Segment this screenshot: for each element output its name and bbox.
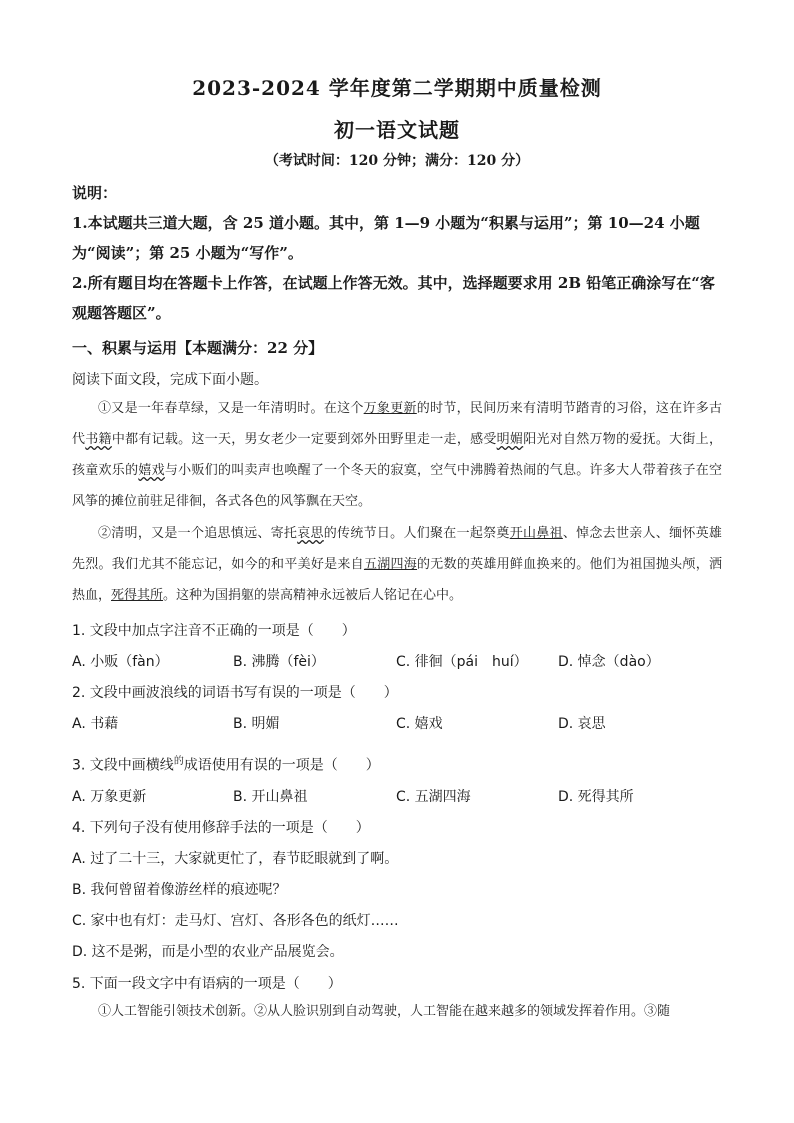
question-1-options xyxy=(72,651,722,671)
wavy-word: 哀思 xyxy=(297,526,324,541)
exam-subtitle: 初一语文试题 xyxy=(334,118,460,142)
wavy-word: 书籍 xyxy=(85,432,112,447)
wavy-word: 明媚 xyxy=(496,432,524,447)
option-d: D. 死得其所 xyxy=(558,789,634,805)
notes-item-2: 2.所有题目均在答题卡上作答，在试题上作答无效。其中，选择题要求用 2B 铅笔正确涂写在“客观题答题区”。 xyxy=(72,274,715,322)
exam-title: 2023-2024 学年度第二学期期中质量检测 xyxy=(192,76,602,100)
passage-paragraph-1: ①又是一年春草绿，又是一年清明时。在这个万象更新的时节，民间历来有清明节踏青的习俗，这在许多古代书籍中都有记载。这一天，男女老少一定要到郊外田野里走一走，感受明媚阳光对自然万物的爱抚。大街上，孩童欢乐的嬉戏与小贩们的叫卖声也唤醒了一个冬天的寂寞，空气中沸腾着热闹的气息。许多大人带着孩子在空风筝的摊位前驻足徘徊，各式各色的风筝飘在天空。 xyxy=(72,401,722,509)
option-b: B. 开山鼻祖 xyxy=(233,789,308,805)
question-1-stem: 1. 文段中加点字注音不正确的一项是（ ） xyxy=(72,623,356,639)
option-b: B. 我何曾留着像游丝样的痕迹呢？ xyxy=(72,882,287,898)
question-3-options xyxy=(72,786,722,806)
option-a: A. 书藉 xyxy=(72,716,119,732)
question-2-options xyxy=(72,713,722,733)
option-c: C. 五湖四海 xyxy=(396,789,471,805)
section-heading: 一、积累与运用【本题满分：22 分】 xyxy=(72,339,324,357)
underlined-idiom: 万象更新 xyxy=(363,401,417,416)
wavy-word: 嬉戏 xyxy=(138,463,165,478)
notes-item-1: 1.本试题共三道大题，含 25 道小题。其中，第 1—9 小题为“积累与运用”；第 10—24 小题为“阅读”；第 25 小题为“写作”。 xyxy=(72,214,700,262)
exam-time-score: （考试时间：120 分钟；满分：120 分） xyxy=(264,153,530,169)
option-b: B. 明媚 xyxy=(233,716,280,732)
option-d: D. 这不是粥，而是小型的农业产品展览会。 xyxy=(72,944,344,960)
passage-paragraph-2: ②清明，又是一个追思慎远、寄托哀思的传统节日。人们聚在一起祭奠开山鼻祖、悼念去世亲人、缅怀英雄先烈。我们尤其不能忘记，如今的和平美好是来自五湖四海的无数的英雄用鲜血换来的。他们为祖国抛头颅，洒热血，死得其所。这种为国捐躯的崇高精神永远被后人铭记在心中。 xyxy=(72,526,722,603)
question-5-passage: ①人工智能引领技术创新。②从人脸识别到自动驾驶，人工智能在越来越多的领域发挥着作用。③随 xyxy=(98,1004,671,1019)
question-3-stem: 3. 文段中画横线$^的$成语使用有误的一项是（ ） xyxy=(72,756,380,774)
question-4-stem: 4. 下列句子没有使用修辞手法的一项是（ ） xyxy=(72,820,370,836)
option-c: C. 家中也有灯：走马灯、宫灯、各形各色的纸灯…… xyxy=(72,913,399,929)
option-b: B. 沸腾（fèi） xyxy=(233,654,325,670)
notes-label: 说明： xyxy=(72,184,118,202)
option-d: D. 悼念（dào） xyxy=(558,654,660,670)
option-a: A. 万象更新 xyxy=(72,789,147,805)
underlined-idiom: 死得其所 xyxy=(111,588,164,603)
option-a: A. 小贩（fàn） xyxy=(72,654,169,670)
underlined-idiom: 五湖四海 xyxy=(363,557,418,572)
underlined-idiom: 开山鼻祖 xyxy=(509,526,563,541)
option-c: C. 嬉戏 xyxy=(396,716,443,732)
reading-instruction: 阅读下面文段，完成下面小题。 xyxy=(72,372,268,388)
question-2-stem: 2. 文段中画波浪线的词语书写有误的一项是（ ） xyxy=(72,685,398,701)
option-a: A. 过了二十三，大家就更忙了，春节眨眼就到了啊。 xyxy=(72,851,399,867)
question-5-stem: 5. 下面一段文字中有语病的一项是（ ） xyxy=(72,976,342,992)
option-c: C. 徘徊（pái huí） xyxy=(396,654,528,670)
option-d: D. 哀思 xyxy=(558,716,606,732)
